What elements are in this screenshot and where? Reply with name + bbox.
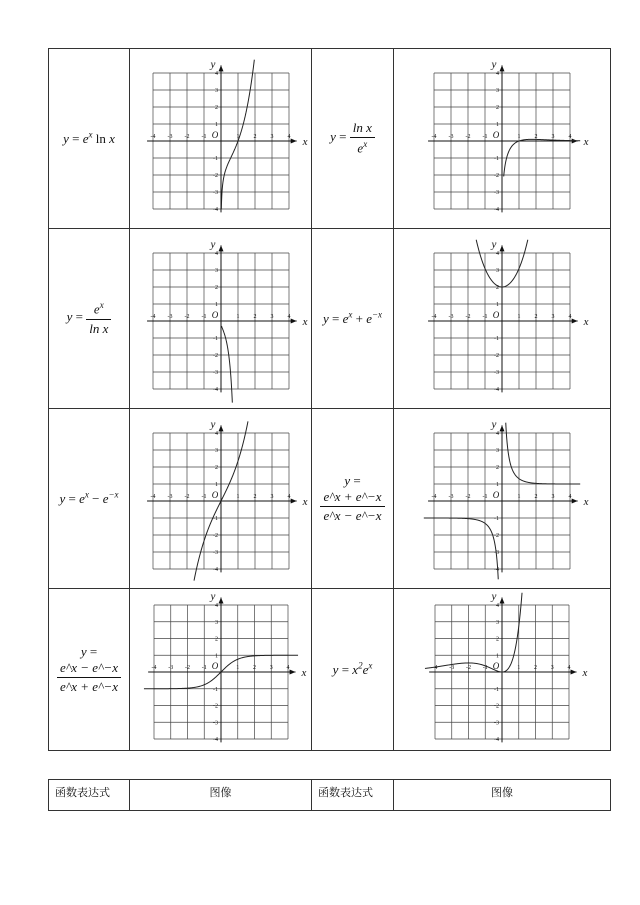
- graph-ex-over-lnx: [131, 234, 311, 404]
- formula-tanh: [57, 644, 121, 694]
- formula-text: y: [330, 129, 336, 145]
- y-tick-label: 2: [214, 464, 218, 471]
- y-tick-label: -4: [494, 736, 499, 743]
- y-tick-label: -3: [494, 189, 499, 196]
- y-tick-label: 1: [496, 121, 499, 128]
- x-tick-label: 1: [236, 313, 239, 320]
- x-tick-label: -3: [167, 133, 172, 140]
- formula-denominator: [350, 138, 375, 156]
- y-tick-label: 2: [214, 636, 218, 642]
- x-tick-label: 3: [269, 664, 273, 671]
- x-tick-label: -2: [184, 664, 190, 671]
- y-axis-label: y: [210, 590, 215, 602]
- x-tick-label: 4: [568, 313, 572, 320]
- x-axis-arrow: [290, 498, 296, 503]
- y-axis-label: y: [491, 590, 497, 602]
- formula-text: e: [79, 491, 85, 507]
- y-tick-label: -4: [494, 566, 499, 573]
- x-tick-label: -2: [184, 133, 189, 140]
- graph-cell: [130, 49, 312, 229]
- y-tick-label: -1: [494, 155, 499, 162]
- formula-text: =: [331, 311, 340, 327]
- y-axis-arrow: [500, 425, 505, 431]
- x-tick-label: -1: [482, 664, 488, 671]
- y-tick-label: -3: [212, 549, 218, 556]
- formula-cell: [312, 229, 394, 409]
- formula-exponent: 2: [358, 660, 363, 671]
- column-header-table: [48, 779, 611, 811]
- formula-cell: [49, 229, 130, 409]
- y-tick-label: 3: [496, 267, 499, 274]
- y-tick-label: 4: [496, 250, 499, 257]
- formula-cell: [49, 409, 130, 589]
- formula-denominator: ln x: [89, 320, 109, 336]
- formula-cell: [312, 49, 394, 229]
- formula-lnx-over-ex: [330, 120, 375, 156]
- x-tick-label: -4: [150, 493, 155, 500]
- y-axis-arrow: [218, 65, 223, 71]
- x-axis-label: x: [583, 495, 589, 508]
- formula-text: y: [66, 309, 73, 325]
- table-row: [49, 49, 611, 229]
- x-axis-label: x: [583, 135, 589, 148]
- formula-text: +: [355, 311, 363, 327]
- y-axis-arrow: [218, 245, 223, 251]
- formula-text: =: [339, 129, 347, 145]
- x-tick-label: 4: [287, 313, 290, 320]
- graph-cell: [130, 229, 312, 409]
- formula-fraction: [350, 120, 375, 156]
- x-tick-label: 1: [517, 133, 521, 140]
- y-axis-arrow: [218, 425, 223, 431]
- graph-coth: [412, 414, 592, 584]
- formula-cosh: [323, 311, 382, 326]
- header-cell-graph: 图像: [130, 780, 312, 811]
- y-tick-label: -2: [212, 352, 218, 359]
- formula-x2ex: [333, 662, 373, 677]
- y-tick-label: -3: [494, 549, 499, 556]
- graph-cell: [394, 229, 611, 409]
- graph-x2ex: [412, 591, 592, 749]
- y-tick-label: -4: [212, 206, 218, 213]
- x-tick-label: -1: [201, 664, 207, 671]
- y-tick-label: -2: [212, 703, 218, 709]
- header-cell-graph: 图像: [394, 780, 611, 811]
- y-tick-label: 3: [496, 447, 499, 454]
- y-axis-label: y: [491, 417, 497, 430]
- x-axis-arrow: [572, 498, 578, 503]
- function-graph-table: [48, 48, 611, 751]
- formula-text: =: [341, 662, 350, 678]
- y-axis-label: y: [210, 417, 215, 430]
- formula-ex-over-lnx: [66, 300, 112, 336]
- x-tick-label: 3: [551, 133, 555, 140]
- graph-cell: [394, 49, 611, 229]
- y-tick-label: -1: [212, 515, 218, 522]
- formula-text: e: [366, 311, 372, 327]
- header-cell-expression: 函数表达式: [312, 780, 394, 811]
- y-tick-label: 1: [496, 481, 499, 488]
- x-tick-label: 2: [253, 493, 256, 500]
- x-tick-label: -3: [448, 313, 454, 320]
- x-tick-label: -4: [150, 133, 155, 140]
- graph-cell: [130, 589, 312, 751]
- formula-text: e: [82, 131, 89, 147]
- formula-exponent: x: [99, 300, 104, 311]
- formula-text: x: [352, 662, 359, 678]
- y-tick-label: -3: [212, 719, 218, 726]
- formula-text: e: [93, 301, 100, 317]
- y-tick-label: 4: [496, 602, 499, 609]
- x-tick-label: -4: [150, 313, 155, 320]
- y-axis-arrow: [500, 65, 505, 71]
- x-axis-label: x: [302, 315, 308, 328]
- x-axis-arrow: [572, 318, 578, 323]
- y-tick-label: 3: [214, 619, 218, 626]
- y-tick-label: -2: [494, 172, 499, 179]
- origin-label: O: [492, 660, 500, 671]
- graph-cell: [394, 589, 611, 751]
- x-tick-label: -3: [167, 664, 173, 671]
- y-tick-label: -2: [212, 532, 218, 539]
- y-tick-label: 2: [214, 284, 218, 291]
- x-tick-label: 1: [517, 493, 521, 500]
- formula-denominator: e^x − e^−x: [323, 508, 382, 523]
- x-tick-label: -3: [167, 493, 172, 500]
- x-tick-label: -1: [201, 493, 206, 500]
- origin-label: O: [211, 129, 218, 140]
- function-curve: [506, 422, 580, 483]
- y-tick-label: 1: [496, 301, 499, 308]
- x-tick-label: 1: [517, 664, 521, 671]
- y-tick-label: -1: [494, 335, 499, 342]
- formula-exponent: x: [84, 489, 89, 500]
- y-tick-label: -1: [212, 686, 218, 693]
- x-tick-label: 2: [252, 664, 256, 671]
- y-tick-label: -1: [212, 335, 218, 342]
- x-tick-label: 2: [534, 493, 538, 500]
- x-tick-label: 1: [236, 493, 239, 500]
- x-tick-label: 2: [253, 133, 256, 140]
- formula-text: =: [72, 131, 80, 147]
- x-tick-label: -4: [431, 493, 437, 500]
- y-tick-label: -4: [212, 566, 218, 573]
- y-tick-label: 1: [214, 652, 218, 659]
- formula-numerator: e^x − e^−x: [57, 660, 121, 678]
- y-axis-arrow: [500, 597, 505, 603]
- formula-text: y: [322, 311, 329, 327]
- x-axis-label: x: [301, 666, 306, 679]
- y-tick-label: 3: [496, 619, 499, 626]
- x-tick-label: -2: [465, 493, 471, 500]
- x-tick-label: 3: [550, 664, 554, 671]
- y-tick-label: 2: [496, 464, 499, 471]
- formula-exponent: x: [88, 129, 93, 140]
- y-tick-label: -3: [494, 369, 499, 376]
- formula-text: y: [344, 473, 351, 488]
- formula-fraction: [57, 660, 121, 695]
- x-tick-label: 3: [551, 493, 555, 500]
- origin-label: O: [211, 309, 218, 320]
- function-curve: [424, 515, 499, 579]
- x-tick-label: -1: [201, 313, 206, 320]
- x-tick-label: -1: [482, 133, 488, 140]
- formula-text: e: [342, 311, 349, 327]
- x-tick-label: 3: [270, 493, 273, 500]
- x-tick-label: -1: [201, 133, 206, 140]
- x-tick-label: 3: [551, 313, 555, 320]
- formula-cell: [49, 589, 130, 751]
- formula-numerator: e^x + e^−x: [320, 489, 384, 507]
- y-tick-label: 2: [496, 104, 499, 111]
- y-tick-label: 1: [214, 121, 218, 128]
- y-tick-label: 3: [214, 447, 218, 454]
- x-tick-label: 3: [270, 133, 273, 140]
- y-axis-label: y: [210, 237, 215, 250]
- x-axis-arrow: [289, 669, 295, 674]
- origin-label: O: [492, 309, 500, 320]
- formula-sinh: [59, 491, 118, 506]
- y-tick-label: -1: [212, 155, 218, 162]
- formula-text: y: [63, 131, 69, 147]
- x-tick-label: -1: [482, 493, 488, 500]
- table-row: [49, 589, 611, 751]
- y-tick-label: 4: [496, 70, 499, 77]
- formula-coth: [320, 473, 384, 523]
- y-axis-arrow: [500, 245, 505, 251]
- graph-cosh: [412, 234, 592, 404]
- formula-ex-lnx: [63, 131, 115, 146]
- formula-text: y: [59, 491, 66, 507]
- formula-text: =: [353, 473, 361, 488]
- formula-text: =: [89, 644, 98, 659]
- y-tick-label: -1: [494, 515, 499, 522]
- formula-fraction: [320, 489, 384, 524]
- formula-fraction: [86, 300, 111, 336]
- y-tick-label: 2: [496, 284, 499, 291]
- y-tick-label: 1: [214, 301, 218, 308]
- x-tick-label: -4: [431, 133, 437, 140]
- x-tick-label: -4: [432, 664, 438, 671]
- x-tick-label: -2: [465, 313, 471, 320]
- x-tick-label: 2: [253, 313, 256, 320]
- x-tick-label: 1: [235, 664, 239, 671]
- y-tick-label: 2: [496, 636, 499, 642]
- y-axis-arrow: [218, 597, 223, 603]
- y-tick-label: 4: [214, 602, 218, 609]
- x-tick-label: -2: [184, 493, 189, 500]
- formula-denominator: e^x + e^−x: [59, 679, 119, 694]
- formula-text: e: [102, 491, 109, 507]
- y-axis-label: y: [491, 237, 497, 250]
- graph-sinh: [131, 414, 311, 584]
- y-tick-label: 4: [214, 250, 218, 257]
- graph-ex-lnx: [131, 54, 311, 224]
- y-tick-label: 3: [214, 87, 218, 94]
- formula-text: y: [80, 644, 87, 659]
- y-tick-label: -3: [494, 719, 499, 726]
- y-tick-label: -4: [494, 386, 499, 393]
- y-tick-label: -3: [212, 369, 218, 376]
- origin-label: O: [211, 660, 218, 671]
- x-tick-label: 4: [287, 133, 290, 140]
- x-axis-label: x: [583, 315, 589, 328]
- x-axis-arrow: [290, 138, 296, 143]
- x-tick-label: 1: [236, 133, 239, 140]
- y-tick-label: -4: [212, 736, 218, 743]
- formula-numerator: [86, 300, 111, 319]
- x-axis-arrow: [290, 318, 296, 323]
- graph-lnx-over-ex: [412, 54, 592, 224]
- x-tick-label: 4: [567, 664, 571, 671]
- formula-exponent: −x: [108, 489, 119, 500]
- formula-text: =: [68, 491, 76, 507]
- formula-text: ln: [95, 131, 106, 147]
- y-tick-label: 4: [214, 430, 218, 437]
- y-tick-label: -4: [494, 206, 499, 213]
- formula-text: =: [75, 309, 83, 325]
- formula-text: e: [362, 662, 369, 678]
- graph-cell: [130, 409, 312, 589]
- x-tick-label: 3: [270, 313, 273, 320]
- formula-exponent: −x: [371, 309, 383, 320]
- x-tick-label: 4: [286, 664, 289, 671]
- y-tick-label: -1: [494, 686, 499, 693]
- table-row: [49, 409, 611, 589]
- function-curve: [221, 326, 232, 403]
- formula-cell: [312, 409, 394, 589]
- origin-label: O: [492, 129, 500, 140]
- formula-text: −: [92, 491, 100, 507]
- origin-label: O: [211, 489, 218, 500]
- x-tick-label: -3: [448, 133, 454, 140]
- y-tick-label: 4: [496, 430, 499, 437]
- x-tick-label: -2: [184, 313, 189, 320]
- header-cell-expression: 函数表达式: [49, 780, 130, 811]
- x-tick-label: -4: [431, 313, 437, 320]
- graph-cell: [394, 409, 611, 589]
- y-tick-label: -2: [494, 352, 499, 359]
- x-axis-label: x: [302, 495, 308, 508]
- y-tick-label: 1: [214, 481, 218, 488]
- x-tick-label: -1: [482, 313, 488, 320]
- x-tick-label: -4: [151, 664, 156, 671]
- formula-numerator: ln x: [350, 120, 375, 138]
- x-tick-label: -3: [167, 313, 172, 320]
- formula-text: x: [109, 131, 115, 147]
- y-tick-label: 4: [214, 70, 218, 77]
- formula-cell: [49, 49, 130, 229]
- x-tick-label: 1: [517, 313, 521, 320]
- x-tick-label: 2: [534, 313, 538, 320]
- formula-text: y: [332, 662, 339, 678]
- x-tick-label: -3: [448, 493, 454, 500]
- table-row: [49, 229, 611, 409]
- x-tick-label: 4: [287, 493, 290, 500]
- x-tick-label: 2: [534, 133, 538, 140]
- x-tick-label: -3: [449, 664, 455, 671]
- y-tick-label: 1: [496, 652, 499, 659]
- x-tick-label: -2: [465, 133, 471, 140]
- x-tick-label: -2: [466, 664, 471, 671]
- y-tick-label: -2: [494, 532, 499, 539]
- formula-exponent: x: [348, 309, 353, 320]
- header-row: [49, 780, 611, 811]
- formula-exponent: x: [368, 660, 373, 671]
- formula-cell: [312, 589, 394, 751]
- x-axis-label: x: [582, 666, 588, 679]
- x-tick-label: 2: [534, 664, 537, 671]
- origin-label: O: [492, 489, 500, 500]
- y-tick-label: -4: [212, 386, 218, 393]
- y-tick-label: -2: [212, 172, 218, 179]
- formula-exponent: x: [363, 139, 368, 150]
- x-axis-arrow: [571, 669, 577, 674]
- y-tick-label: -3: [212, 189, 218, 196]
- y-tick-label: 3: [496, 87, 499, 94]
- y-axis-label: y: [491, 57, 497, 70]
- graph-tanh: [131, 591, 311, 749]
- x-axis-label: x: [302, 135, 308, 148]
- y-tick-label: -2: [494, 703, 499, 709]
- formula-text: e: [357, 140, 364, 156]
- x-tick-label: 4: [568, 493, 572, 500]
- y-tick-label: 2: [214, 104, 218, 111]
- y-axis-label: y: [210, 57, 215, 70]
- x-tick-label: 4: [568, 133, 572, 140]
- y-tick-label: 3: [214, 267, 218, 274]
